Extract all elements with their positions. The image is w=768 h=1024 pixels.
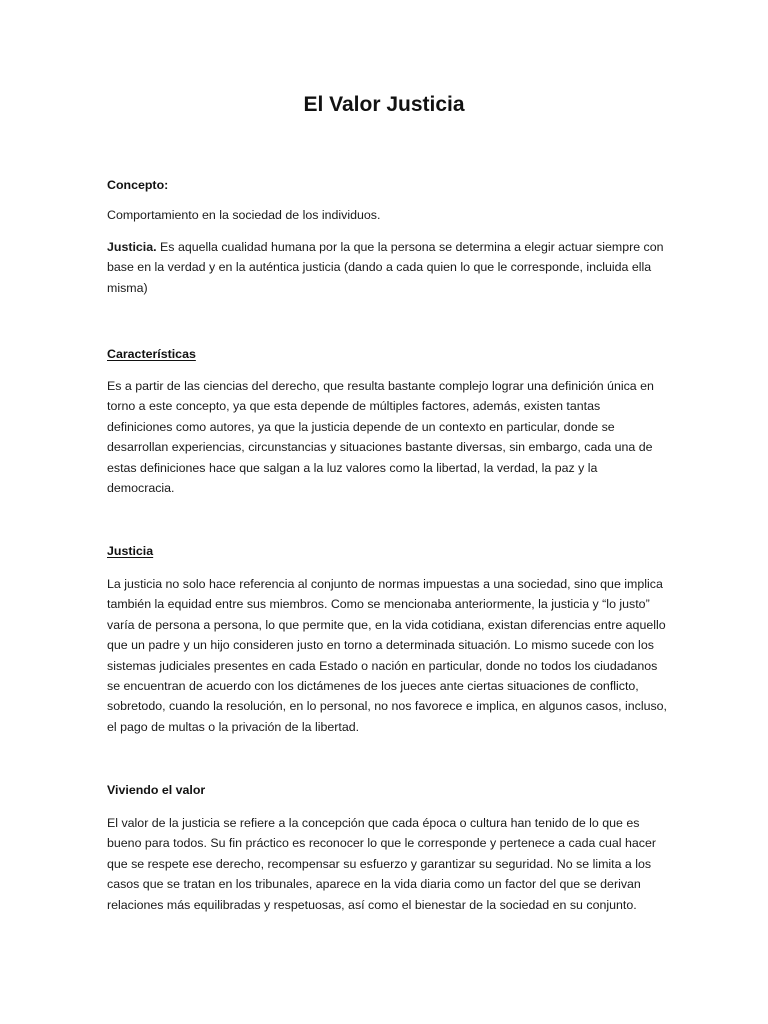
justicia-lead-term: Justicia. (107, 240, 157, 254)
justicia-definition-text: Es aquella cualidad humana por la que la persona se determina a elegir actuar siempre con base en la verdad y en la auténtica justicia (dando a cada quien lo que le corresponde, incluida ella misma) (107, 240, 664, 295)
document-title: El Valor Justicia (303, 93, 465, 116)
concepto-definition: Comportamiento en la sociedad de los individuos. (107, 208, 381, 222)
viviendo-heading: Viviendo el valor (107, 783, 206, 797)
concepto-heading: Concepto: (107, 178, 169, 192)
justicia-definition-paragraph (107, 237, 667, 298)
justicia-heading: Justicia (107, 544, 154, 558)
caracteristicas-heading: Características (107, 347, 196, 361)
justicia-body: La justicia no solo hace referencia al conjunto de normas impuestas a una sociedad, sino que implica también la equidad entre sus miembros. Como se mencionaba anteriormente, la justicia y “lo justo” varía de persona a persona, lo que permite que, en la vida cotidiana, existan diferencias entre aquello que un padre y un hijo consideren justo en torno a determinada situación. Lo mismo sucede con los sistemas judiciales presentes en cada Estado o nación en particular, donde no todos los ciudadanos se encuentran de acuerdo con los dictámenes de los jueces ante ciertas situaciones de conflicto, sobretodo, cuando la resolución, en lo personal, no nos favorece e implica, en algunos casos, incluso, el pago de multas o la privación de la libertad. (107, 577, 667, 734)
caracteristicas-body: Es a partir de las ciencias del derecho, que resulta bastante complejo lograr una definición única en torno a este concepto, ya que esta depende de múltiples factores, además, existen tantas definiciones como autores, ya que la justicia depende de un contexto en particular, donde se desarrollan experiencias, circunstancias y situaciones bastante diversas, sin embargo, cada una de estas definiciones hace que salgan a la luz valores como la libertad, la verdad, la paz y la democracia. (107, 379, 654, 496)
viviendo-body: El valor de la justicia se refiere a la concepción que cada época o cultura han tenido de lo que es bueno para todos. Su fin práctico es reconocer lo que le corresponde y pertenece a cada cual hacer que se respete ese derecho, recompensar su esfuerzo y garantizar su seguridad. No se limita a los casos que se tratan en los tribunales, aparece en la vida diaria como un factor del que se derivan relaciones más equilibradas y respetuosas, así como el bienestar de la sociedad en su conjunto. (107, 816, 656, 912)
